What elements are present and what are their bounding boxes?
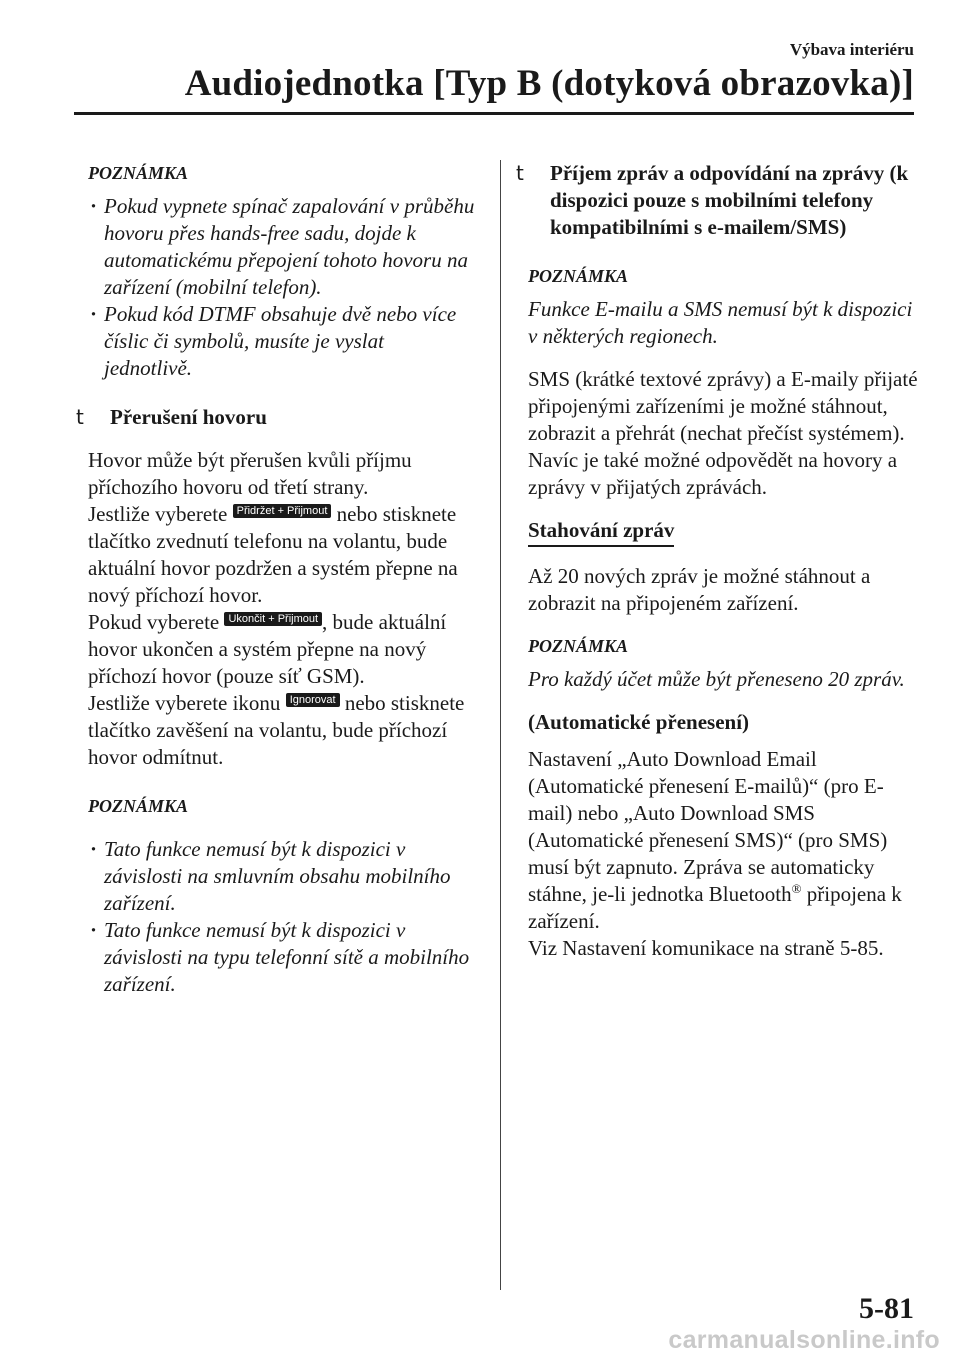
subsection-heading: Stahování zpráv [528, 517, 674, 547]
header-section-label: Výbava interiéru [789, 40, 914, 59]
section-call-interruption [76, 404, 476, 771]
note-item: · Pokud vypnete spínač zapalování v průběhu hovoru přes hands-free sadu, dojde k automatickému přepojení tohoto hovoru na zařízení (mobilní telefon). [88, 193, 476, 301]
paragraph [528, 746, 918, 935]
paragraph [88, 501, 476, 609]
note-list [88, 193, 476, 382]
note-block [88, 793, 476, 998]
ignore-button-label: Ignorovat [286, 693, 340, 707]
right-column [516, 160, 918, 962]
note-block [528, 633, 918, 693]
header-rule [74, 112, 914, 115]
paragraph-text: nebo stisknete tlačítko zvednutí telefonu na volantu, bude aktuální hovor pozdržen a systém přepne na nový příchozí hovor. [88, 502, 458, 607]
note-text: Pro každý účet může být přeneseno 20 zpráv. [528, 667, 905, 691]
note-list [88, 836, 476, 998]
section-marker-icon: t [76, 405, 84, 429]
page-title: Audiojednotka [Typ B (dotyková obrazovka)] [184, 63, 914, 104]
note-block [528, 263, 918, 350]
paragraph-text: nebo stisknete tlačítko zavěšení na volantu, bude příchozí hovor odmítnut. [88, 691, 465, 769]
paragraph-text: Pokud vyberete [88, 610, 225, 634]
paragraph-text: Nastavení „Auto Download Email (Automatické přenesení E-mailů)“ (pro E-mail) nebo „Auto Download SMS (Automatické přenesení SMS)“ (pro SMS) musí být zapnuto. Zpráva se automaticky stáhne, je-li jednotka Bluetooth [528, 747, 888, 906]
note-heading: POZNÁMKA [88, 796, 189, 816]
note-heading: POZNÁMKA [528, 636, 629, 656]
column-divider [500, 160, 501, 1290]
paragraph-text: Jestliže vyberete ikonu [88, 691, 286, 715]
note-item: · Pokud kód DTMF obsahuje dvě nebo více číslic či symbolů, musíte je vyslat jednotlivě. [88, 301, 476, 382]
paragraph: Navíc je také možné odpovědět na hovory a zprávy v přijatých zprávách. [528, 448, 898, 499]
section-heading [516, 160, 918, 241]
note-heading: POZNÁMKA [88, 163, 189, 183]
end-accept-button-label: Ukončit + Přijmout [224, 612, 322, 626]
paragraph-heading: (Automatické přenesení) [528, 710, 750, 734]
paragraph: Až 20 nových zpráv je možné stáhnout a zobrazit na připojeném zařízení. [528, 564, 871, 615]
watermark: carmanualsonline.info [668, 1326, 940, 1354]
paragraph-text: , bude aktuální hovor ukončen a systém přepne na nový příchozí hovor (pouze síť GSM). [88, 610, 447, 688]
paragraph [88, 609, 476, 690]
paragraph: SMS (krátké textové zprávy) a E-maily přijaté připojenými zařízeními je možné stáhnout, zobrazit a přehrát (nechat přečíst systémem). [528, 367, 918, 445]
page-number: 5-81 [859, 1292, 914, 1325]
paragraph: Hovor může být přerušen kvůli příjmu příchozího hovoru od třetí strany. [88, 448, 412, 499]
section-heading-text: Příjem zpráv a odpovídání na zprávy (k dispozici pouze s mobilními telefony kompatibilními s e-mailem/SMS) [550, 161, 909, 239]
note-text: Funkce E-mailu a SMS nemusí být k dispozici v některých regionech. [528, 297, 913, 348]
cross-reference: Viz Nastavení komunikace na straně 5-85. [528, 936, 884, 960]
registered-mark: ® [791, 881, 802, 896]
note-heading: POZNÁMKA [528, 266, 629, 286]
paragraph-text: připojena k zařízení. [528, 882, 902, 933]
note-item: · Tato funkce nemusí být k dispozici v závislosti na smluvním obsahu mobilního zařízení. [88, 836, 476, 917]
section-heading-text: Přerušení hovoru [110, 405, 267, 429]
hold-accept-button-label: Přidržet + Přijmout [233, 504, 332, 518]
paragraph [88, 690, 476, 771]
section-heading [76, 404, 476, 431]
note-item: · Tato funkce nemusí být k dispozici v závislosti na typu telefonní sítě a mobilního zařízení. [88, 917, 476, 998]
paragraph-text: Jestliže vyberete [88, 502, 233, 526]
section-marker-icon: t [516, 161, 524, 185]
note-block [88, 160, 476, 382]
left-column [76, 160, 476, 998]
